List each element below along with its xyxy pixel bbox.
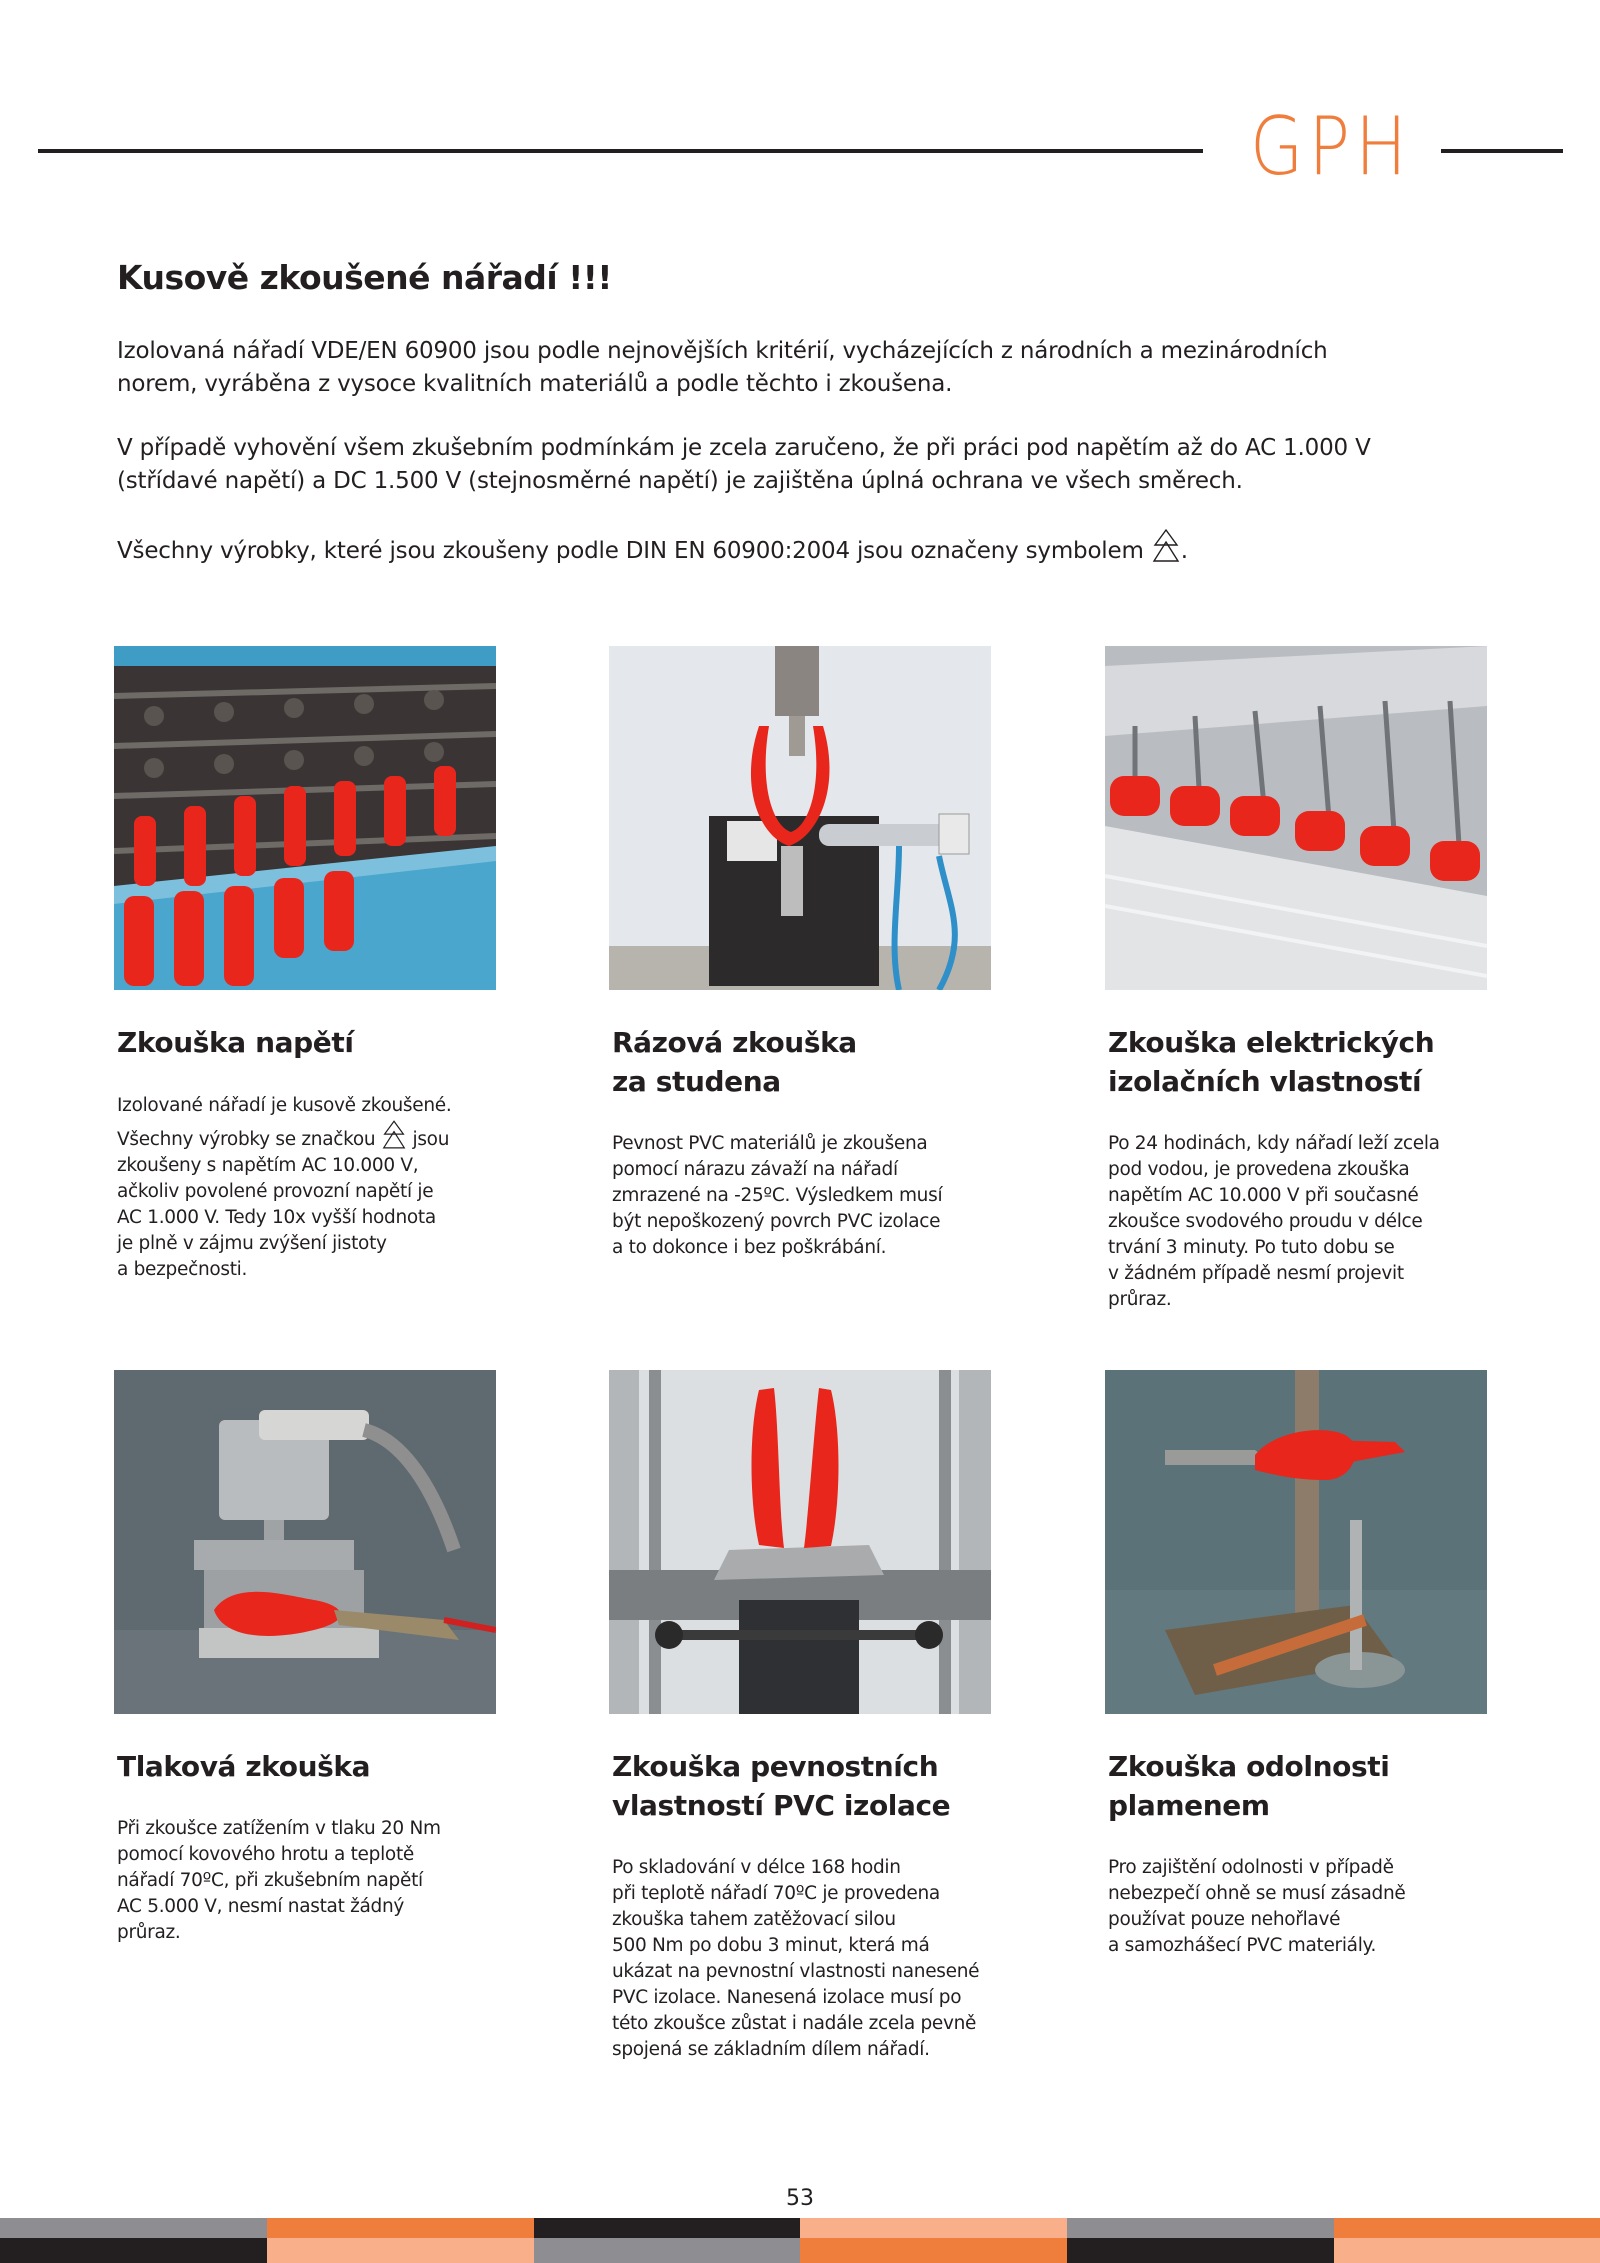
double-triangle-icon (1152, 528, 1180, 564)
footer-band-segment (800, 2238, 1067, 2263)
footer-band-segment (1334, 2238, 1600, 2263)
section-title-cold-impact-test (612, 1023, 1032, 1101)
section-body-line: Po skladování v délce 168 hodin (612, 1857, 901, 1878)
footer-band-segment (534, 2218, 800, 2238)
section-body-line: pomocí nárazu závaží na nářadí (612, 1159, 898, 1180)
section-body-pressure-test (117, 1816, 497, 1946)
section-body-line: zmrazené na -25ºC. Výsledkem musí (612, 1185, 943, 1206)
section-body-flame-test (1108, 1855, 1488, 1959)
section-body-pvc-strength-test (612, 1855, 992, 2063)
brand-logo: GPH (1250, 100, 1413, 193)
header-rule-left (38, 149, 1203, 153)
section-body-line: pomocí kovového hrotu a teplotě (117, 1844, 414, 1865)
section-body-line: a to dokonce i bez poškrábání. (612, 1237, 887, 1258)
section-body-line: této zkoušce zůstat i nadále zcela pevně (612, 2013, 977, 2034)
section-title-line: Zkouška napětí (117, 1026, 354, 1059)
section-body-line: Pevnost PVC materiálů je zkoušena (612, 1133, 928, 1154)
section-body-line: Při zkoušce zatížením v tlaku 20 Nm (117, 1818, 441, 1839)
section-body-line: průraz. (117, 1922, 181, 1943)
intro-line: (střídavé napětí) a DC 1.500 V (stejnosměrné napětí) je zajištěna úplná ochrana ve všech směrech. (117, 468, 1243, 494)
section-body-line: zkouška tahem zatěžovací silou (612, 1909, 896, 1930)
section-body-line: průraz. (1108, 1289, 1172, 1310)
section-body-line: 500 Nm po dobu 3 minut, která má (612, 1935, 930, 1956)
header-rule-right (1441, 149, 1563, 153)
section-title-line: Zkouška elektrických (1108, 1026, 1435, 1059)
section-title-flame-test (1108, 1747, 1528, 1825)
footer-band-segment (267, 2218, 534, 2238)
photo-flame-test (1105, 1370, 1487, 1714)
intro-paragraph-1 (117, 335, 1407, 401)
section-body-line: AC 5.000 V, nesmí nastat žádný (117, 1896, 405, 1917)
section-body-line: Po 24 hodinách, kdy nářadí leží zcela (1108, 1133, 1440, 1154)
intro-line: Izolovaná nářadí VDE/EN 60900 jsou podle nejnovějších kritérií, vycházejících z národních a mezinárodních (117, 338, 1328, 364)
section-title-line: Tlaková zkouška (117, 1750, 371, 1783)
footer-band-segment (1334, 2218, 1600, 2238)
section-title-line: Zkouška pevnostních (612, 1750, 939, 1783)
photo-cold-impact-test (609, 646, 991, 990)
section-title-pvc-strength-test (612, 1747, 1032, 1825)
intro-paragraph-2 (117, 432, 1407, 498)
section-title-insulation-test (1108, 1023, 1528, 1101)
section-body-voltage-test (117, 1093, 497, 1283)
section-body-line: nářadí 70ºC, při zkušebním napětí (117, 1870, 423, 1891)
section-body-line: a bezpečnosti. (117, 1259, 248, 1280)
photo-pvc-strength-test (609, 1370, 991, 1714)
section-body-line: používat pouze nehořlavé (1108, 1909, 1341, 1930)
footer-band-segment (1067, 2238, 1334, 2263)
section-body-text: jsou (412, 1129, 450, 1150)
section-body-insulation-test (1108, 1131, 1488, 1313)
section-title-line: izolačních vlastností (1108, 1065, 1422, 1098)
section-body-line: nebezpečí ohně se musí zásadně (1108, 1883, 1406, 1904)
footer-band-segment (1067, 2218, 1334, 2238)
section-title-line: vlastností PVC izolace (612, 1789, 951, 1822)
section-body-line: zkoušeny s napětím AC 10.000 V, (117, 1155, 419, 1176)
section-title-line: plamenem (1108, 1789, 1270, 1822)
footer-band-segment (0, 2238, 267, 2263)
section-body-line: zkoušce svodového proudu v délce (1108, 1211, 1423, 1232)
intro-line: V případě vyhovění všem zkušebním podmínkám je zcela zaručeno, že při práci pod napětím až do AC 1.000 V (117, 435, 1371, 461)
intro-line: Všechny výrobky, které jsou zkoušeny podle DIN EN 60900:2004 jsou označeny symbolem (117, 538, 1144, 564)
footer-band-segment (534, 2238, 800, 2263)
section-body-line: trvání 3 minuty. Po tuto dobu se (1108, 1237, 1395, 1258)
photo-insulation-test (1105, 646, 1487, 990)
section-body-line: napětím AC 10.000 V při současné (1108, 1185, 1419, 1206)
intro-paragraph-3 (117, 528, 1407, 568)
section-body-line: pod vodou, je provedena zkouška (1108, 1159, 1410, 1180)
section-body-line: být nepoškozený povrch PVC izolace (612, 1211, 941, 1232)
section-body-line: při teplotě nářadí 70ºC je provedena (612, 1883, 940, 1904)
section-body-line: a samozhášecí PVC materiály. (1108, 1935, 1377, 1956)
section-body-line: v žádném případě nesmí projevit (1108, 1263, 1404, 1284)
section-body-line: ačkoliv povolené provozní napětí je (117, 1181, 434, 1202)
intro-period: . (1180, 538, 1188, 564)
section-body-line (117, 1119, 497, 1153)
footer-band-segment (800, 2218, 1067, 2238)
section-body-line: je plně v zájmu zvýšení jistoty (117, 1233, 387, 1254)
photo-voltage-test (114, 646, 496, 990)
intro-line: norem, vyráběna z vysoce kvalitních materiálů a podle těchto i zkoušena. (117, 371, 953, 397)
section-body-line: AC 1.000 V. Tedy 10x vyšší hodnota (117, 1207, 436, 1228)
section-title-voltage-test (117, 1023, 537, 1062)
section-body-line: PVC izolace. Nanesená izolace musí po (612, 1987, 962, 2008)
section-body-text: Všechny výrobky se značkou (117, 1129, 376, 1150)
page-number: 53 (786, 2186, 814, 2211)
section-body-line: ukázat na pevnostní vlastnosti nanesené (612, 1961, 980, 1982)
double-triangle-icon (382, 1119, 406, 1151)
section-title-line: Rázová zkouška (612, 1026, 857, 1059)
footer-band-segment (267, 2238, 534, 2263)
section-title-pressure-test (117, 1747, 537, 1786)
section-body-line: Pro zajištění odolnosti v případě (1108, 1857, 1394, 1878)
photo-pressure-test (114, 1370, 496, 1714)
section-body-line: Izolované nářadí je kusově zkoušené. (117, 1095, 452, 1116)
section-title-line: za studena (612, 1065, 781, 1098)
section-title-line: Zkouška odolnosti (1108, 1750, 1390, 1783)
page-title: Kusově zkoušené nářadí !!! (117, 258, 612, 297)
section-body-line: spojená se základním dílem nářadí. (612, 2039, 930, 2060)
section-body-cold-impact-test (612, 1131, 992, 1261)
footer-band-segment (0, 2218, 267, 2238)
